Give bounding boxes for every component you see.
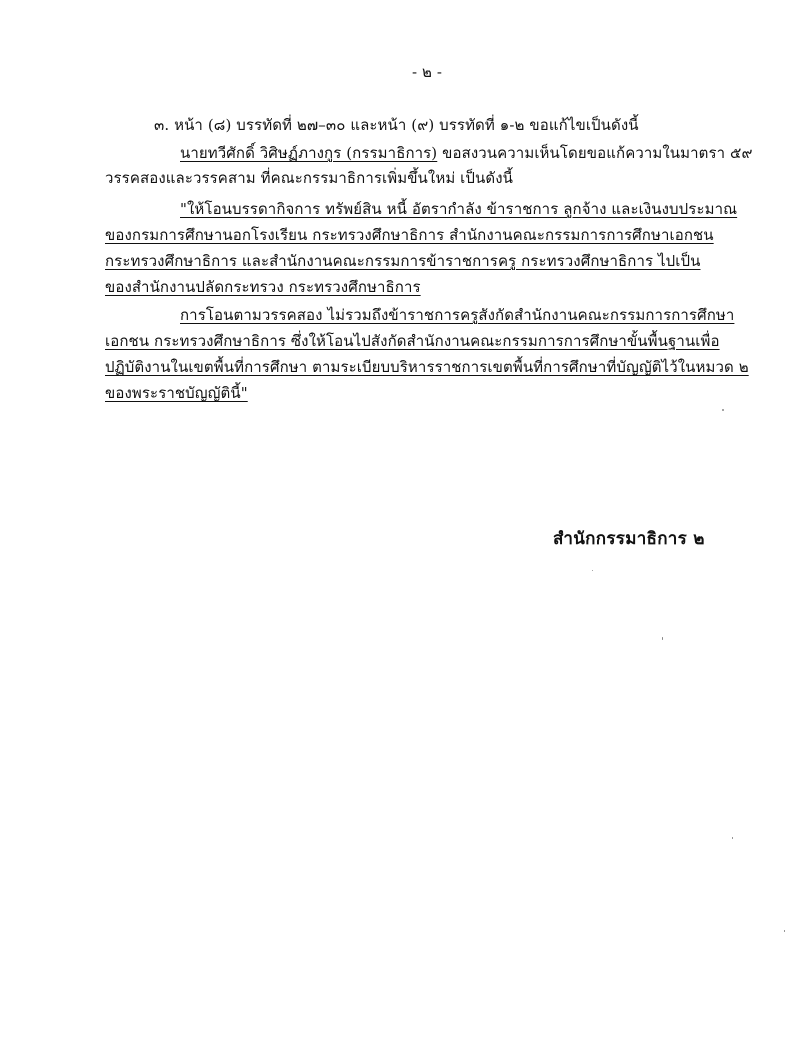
- office-signature: สำนักกรรมาธิการ ๒: [553, 529, 705, 549]
- page-number: - ๒ -: [412, 63, 443, 81]
- scan-speck: [722, 409, 724, 411]
- amendment-line-3: กระทรวงศึกษาธิการ และสำนักงานคณะกรรมการข้าราชการครู กระทรวงศึกษาธิการ ไปเป็น: [105, 252, 701, 270]
- amendment-line-5: การโอนตามวรรคสอง ไม่รวมถึงข้าราชการครูสังกัดสำนักงานคณะกรรมการการศึกษา: [180, 306, 735, 324]
- amendment-line-6: เอกชน กระทรวงศึกษาธิการ ซึ่งให้โอนไปสังกัดสำนักงานคณะกรรมการการศึกษาขั้นพื้นฐานเพื่อ: [105, 332, 720, 350]
- scan-speck: [784, 930, 785, 932]
- amendment-line-7: ปฏิบัติงานในเขตพื้นที่การศึกษา ตามระเบียบบริหารราชการเขตพื้นที่การศึกษาที่บัญญัติไว้ในหมวด ๒: [105, 358, 749, 376]
- scan-speck: [662, 637, 663, 640]
- speaker-line: [180, 143, 753, 163]
- amendment-line-4: ของสำนักงานปลัดกระทรวง กระทรวงศึกษาธิการ: [105, 278, 421, 296]
- speaker-rest: ขอสงวนความเห็นโดยขอแก้ความในมาตรา ๕๙: [437, 144, 753, 162]
- speaker-name: นายทวีศักดิ์ วิศิษฏ์ภางกูร (กรรมาธิการ): [180, 144, 438, 162]
- amendment-line-8: ของพระราชบัญญัตินี้": [105, 384, 248, 402]
- scan-speck: [592, 570, 593, 571]
- paragraph-intro: วรรคสองและวรรคสาม ที่คณะกรรมาธิการเพิ่มขึ้นใหม่ เป็นดังนี้: [105, 169, 513, 187]
- amendment-line-1: "ให้โอนบรรดากิจการ ทรัพย์สิน หนี้ อัตรากำลัง ข้าราชการ ลูกจ้าง และเงินงบประมาณ: [180, 200, 738, 218]
- scan-speck: [732, 837, 733, 839]
- item-heading: ๓. หน้า (๘) บรรทัดที่ ๒๗–๓๐ และหน้า (๙) บรรทัดที่ ๑-๒ ขอแก้ไขเป็นดังนี้: [154, 116, 639, 134]
- amendment-line-2: ของกรมการศึกษานอกโรงเรียน กระทรวงศึกษาธิการ สำนักงานคณะกรรมการการศึกษาเอกชน: [105, 226, 714, 244]
